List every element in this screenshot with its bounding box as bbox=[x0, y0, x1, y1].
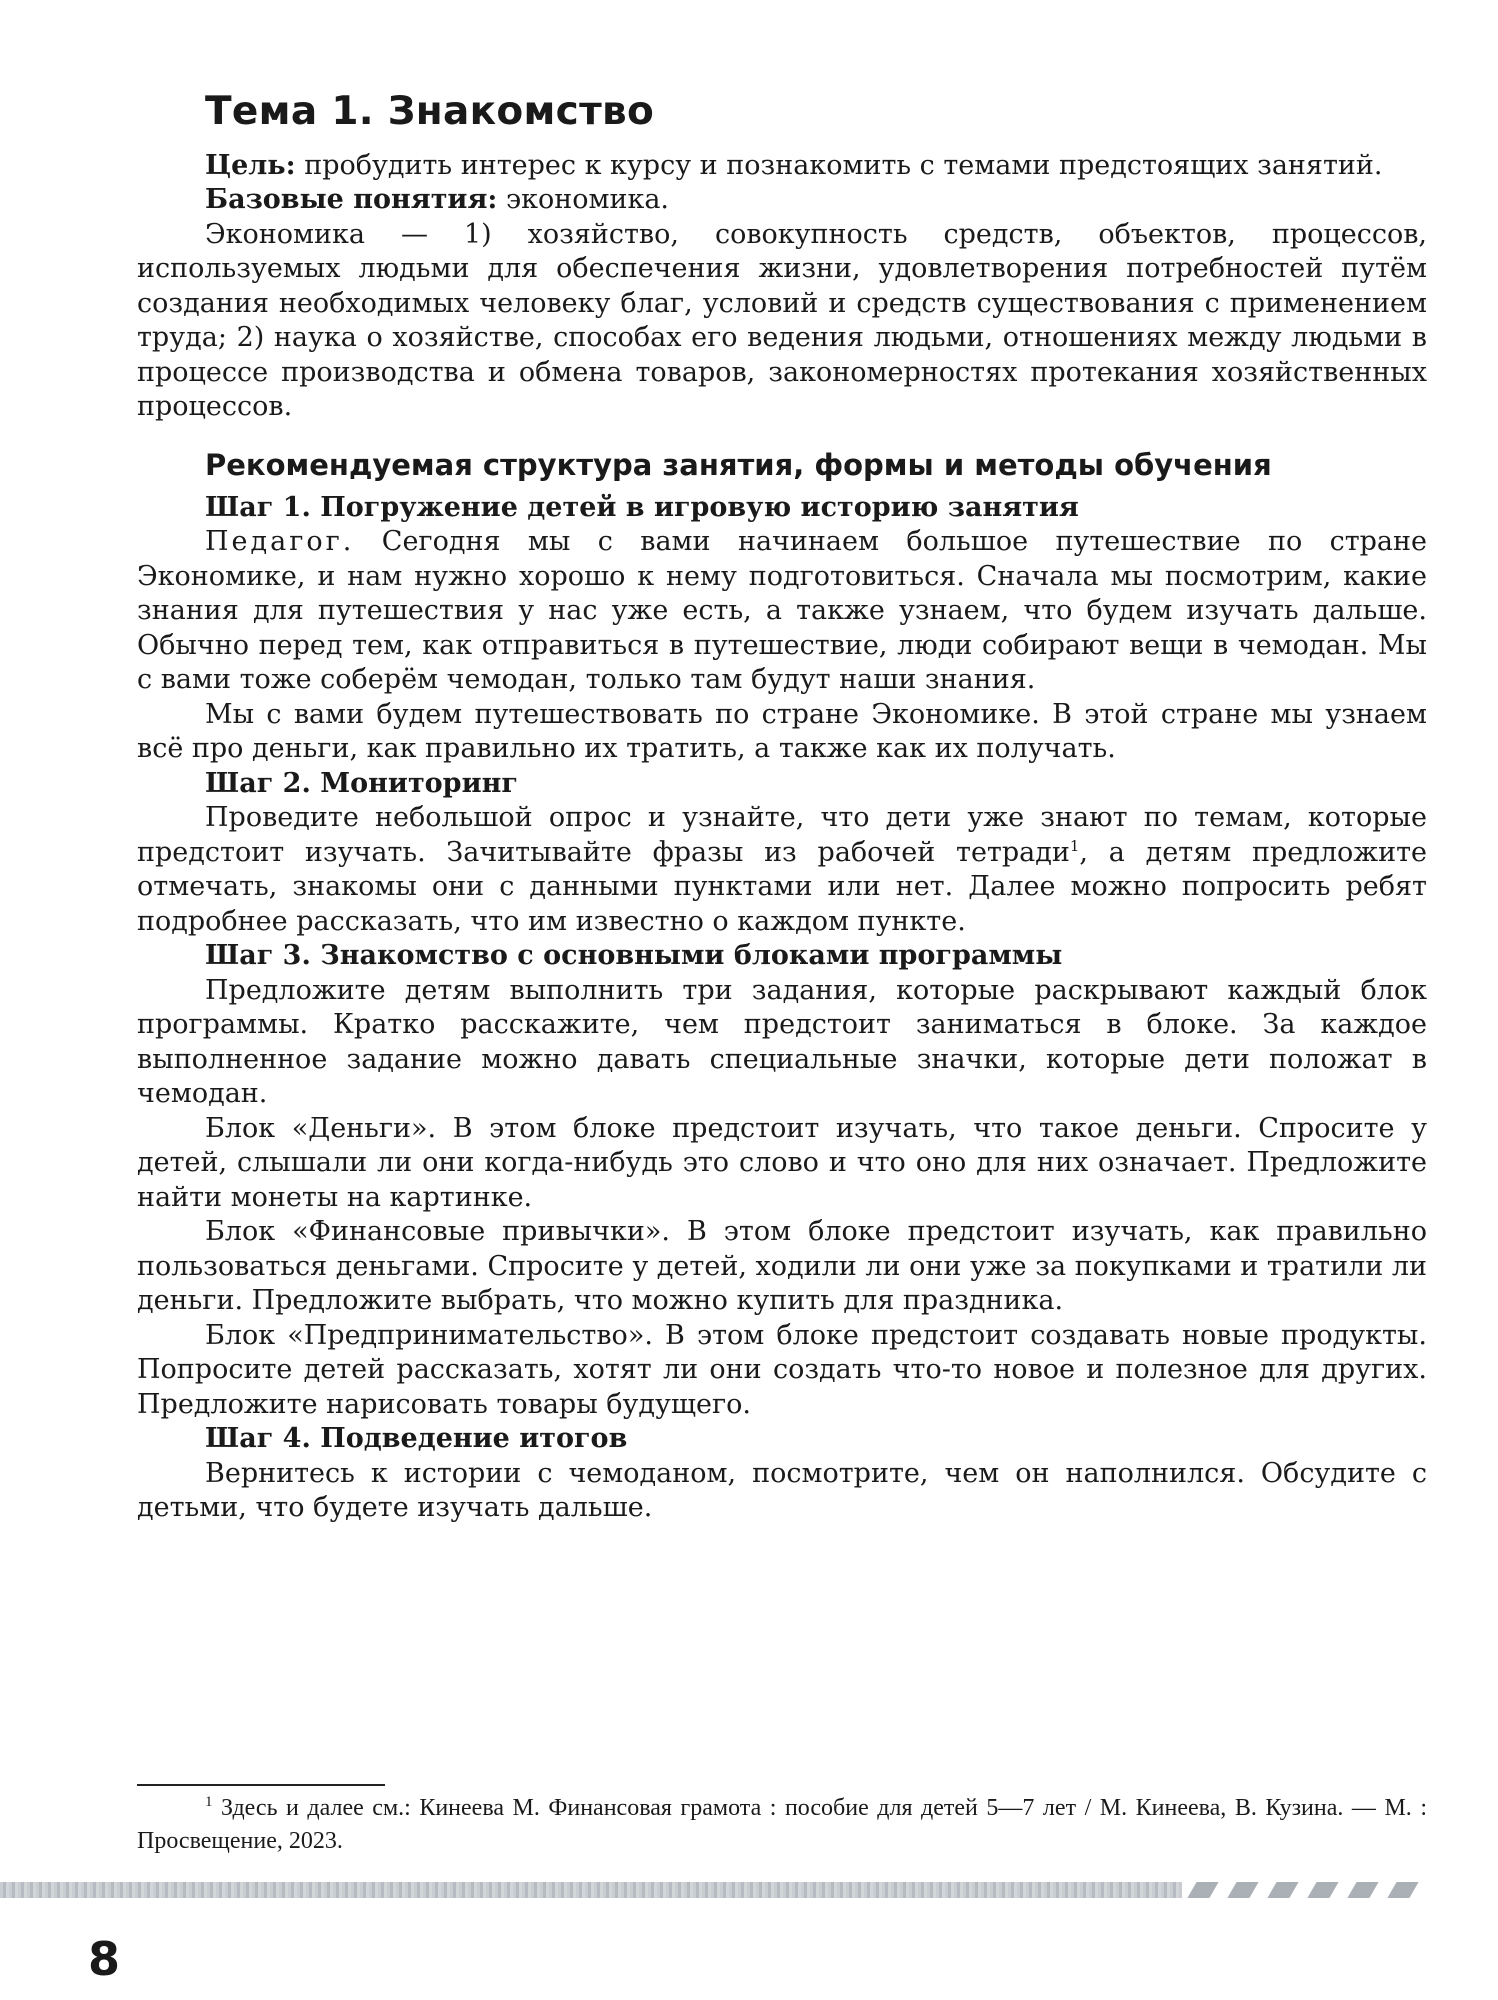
step3-paragraph-1: Предложите детям выполнить три задания, которые раскрывают каждый блок программы. Кратко расскажите, чем предстоит заниматься в блоке. За каждое выполненное задание можно давать специальные значки, которые дети положат в чемодан. bbox=[137, 974, 1427, 1110]
step4-paragraph-1: Вернитесь к истории с чемоданом, посмотрите, чем он наполнился. Обсудите с детьми, что будете изучать дальше. bbox=[137, 1457, 1427, 1524]
step2-paragraph-1 bbox=[137, 801, 1427, 939]
step1-paragraph-1-text: Сегодня мы с вами начинаем большое путешествие по стране Экономике, и нам нужно хорошо к нему подготовиться. Сначала мы посмотрим, какие знания для путешествия у нас уже есть, а также узнаем, что будем изучать дальше. Обычно перед тем, как отправиться в путешествие, люди собирают вещи в чемодан. Мы с вами тоже соберём чемодан, только там будут наши знания. bbox=[137, 526, 1427, 696]
step3-paragraph-3: Блок «Финансовые привычки». В этом блоке предстоит изучать, как правильно пользоваться деньгами. Спросите у детей, ходили ли они уже за покупками и тратили ли деньги. Предложите выбрать, что можно купить для праздника. bbox=[137, 1216, 1427, 1317]
step4-title: Шаг 4. Подведение итогов bbox=[205, 1423, 628, 1455]
step2-text-b: , а детям предложите отмечать, знакомы они с данными пунктами или нет. Далее можно попросить ребят подробнее рассказать, что им известно о каждом пункте. bbox=[137, 836, 1427, 937]
footnote-divider bbox=[137, 1784, 385, 1786]
speaker-label: Педагог. bbox=[205, 526, 355, 558]
step1-paragraph-1 bbox=[137, 525, 1427, 698]
main-text bbox=[137, 90, 1427, 1526]
decorative-stripes bbox=[1182, 1882, 1418, 1898]
step3-paragraph-2: Блок «Деньги». В этом блоке предстоит изучать, что такое деньги. Спросите у детей, слышали ли они когда-нибудь это слово и что оно для них означает. Предложите найти монеты на картинке. bbox=[137, 1112, 1427, 1213]
structure-heading: Рекомендуемая структура занятия, формы и методы обучения bbox=[205, 447, 1272, 482]
footnote bbox=[137, 1792, 1427, 1858]
concepts-text: экономика. bbox=[497, 184, 669, 216]
step3-title: Шаг 3. Знакомство с основными блоками программы bbox=[205, 940, 1063, 972]
step3-paragraph-4: Блок «Предпринимательство». В этом блоке предстоит создавать новые продукты. Попросите детей рассказать, хотят ли они создать что-то новое и полезное для других. Предложите нарисовать товары будущего. bbox=[137, 1319, 1427, 1420]
step1-title: Шаг 1. Погружение детей в игровую историю занятия bbox=[205, 491, 1079, 523]
definition-paragraph: Экономика — 1) хозяйство, совокупность средств, объектов, процессов, используемых людьми для обеспечения жизни, удовлетворения потребностей путём создания необходимых человеку благ, условий и средств существования с применением труда; 2) наука о хозяйстве, способах его ведения людьми, отношениях между людьми в процессе производства и обмена товаров, закономерностях протекания хозяйственных процессов. bbox=[137, 218, 1427, 423]
footnote-text: Здесь и далее см.: Кинеева М. Финансовая грамота : пособие для детей 5—7 лет / М. Кинеева, В. Кузина. — М. : Просвещение, 2023. bbox=[137, 1795, 1427, 1854]
page-title: Тема 1. Знакомство bbox=[205, 89, 655, 134]
concepts-paragraph bbox=[137, 183, 1427, 218]
concepts-label: Базовые понятия: bbox=[205, 184, 498, 216]
goal-paragraph bbox=[137, 149, 1427, 184]
footnote-reference: 1 bbox=[1069, 836, 1080, 855]
page-number: 8 bbox=[88, 1932, 121, 1986]
step1-paragraph-2: Мы с вами будем путешествовать по стране Экономике. В этой стране мы узнаем всё про деньги, как правильно их тратить, а также как их получать. bbox=[137, 698, 1427, 765]
footnote-mark: 1 bbox=[205, 1794, 213, 1810]
goal-text: пробудить интерес к курсу и познакомить с темами предстоящих занятий. bbox=[295, 149, 1383, 181]
step2-text-a: Проведите небольшой опрос и узнайте, что дети уже знают по темам, которые предстоит изучать. Зачитывайте фразы из рабочей тетради bbox=[137, 802, 1427, 868]
step2-title: Шаг 2. Мониторинг bbox=[205, 767, 518, 799]
goal-label: Цель: bbox=[205, 149, 296, 181]
